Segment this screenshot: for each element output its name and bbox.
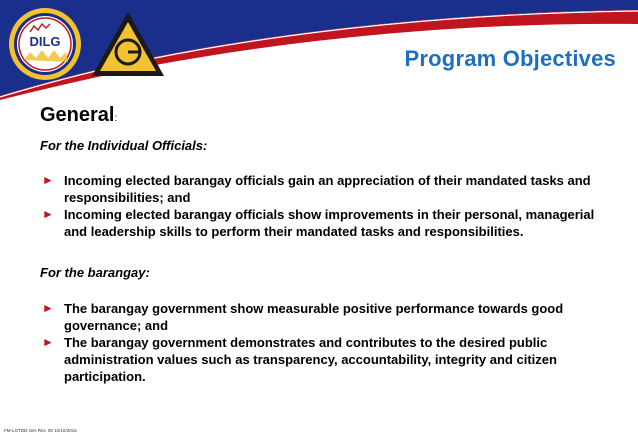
- bullet-text: The barangay government demonstrates and contributes to the desired public administration values such as transparency, accountability, integrity and citizen participation.: [64, 335, 557, 384]
- heading-text: General: [40, 104, 115, 126]
- dilg-logo-text: DILG: [29, 34, 61, 49]
- bullet-arrow-icon: ►: [42, 335, 54, 349]
- bullet-arrow-icon: ►: [42, 301, 54, 315]
- bullet-text: Incoming elected barangay officials gain an appreciation of their mandated tasks and responsibilities; and: [64, 173, 591, 205]
- subheading-individual-officials: For the Individual Officials:: [40, 138, 208, 153]
- section-heading: [40, 104, 117, 127]
- heading-suffix: :: [114, 113, 118, 124]
- bullet-arrow-icon: ►: [42, 173, 54, 187]
- bullet-text: The barangay government show measurable positive performance towards good governance; and: [64, 301, 564, 333]
- bullet-text: Incoming elected barangay officials show improvements in their personal, managerial and leadership skills to perform their mandated tasks and responsibilities.: [64, 207, 595, 239]
- subheading-barangay: For the barangay:: [40, 265, 150, 280]
- slide-title: Program Objectives: [404, 46, 616, 71]
- bullet-list-barangay: [40, 300, 620, 385]
- list-item: [40, 206, 620, 240]
- bullet-arrow-icon: ►: [42, 207, 54, 221]
- list-item: [40, 334, 620, 385]
- list-item: [40, 172, 620, 206]
- list-item: [40, 300, 620, 334]
- bullet-list-individual-officials: [40, 172, 620, 240]
- footer-form-code: FM-LGTDD-16A Rev. 00 10/10/2016: [4, 428, 77, 433]
